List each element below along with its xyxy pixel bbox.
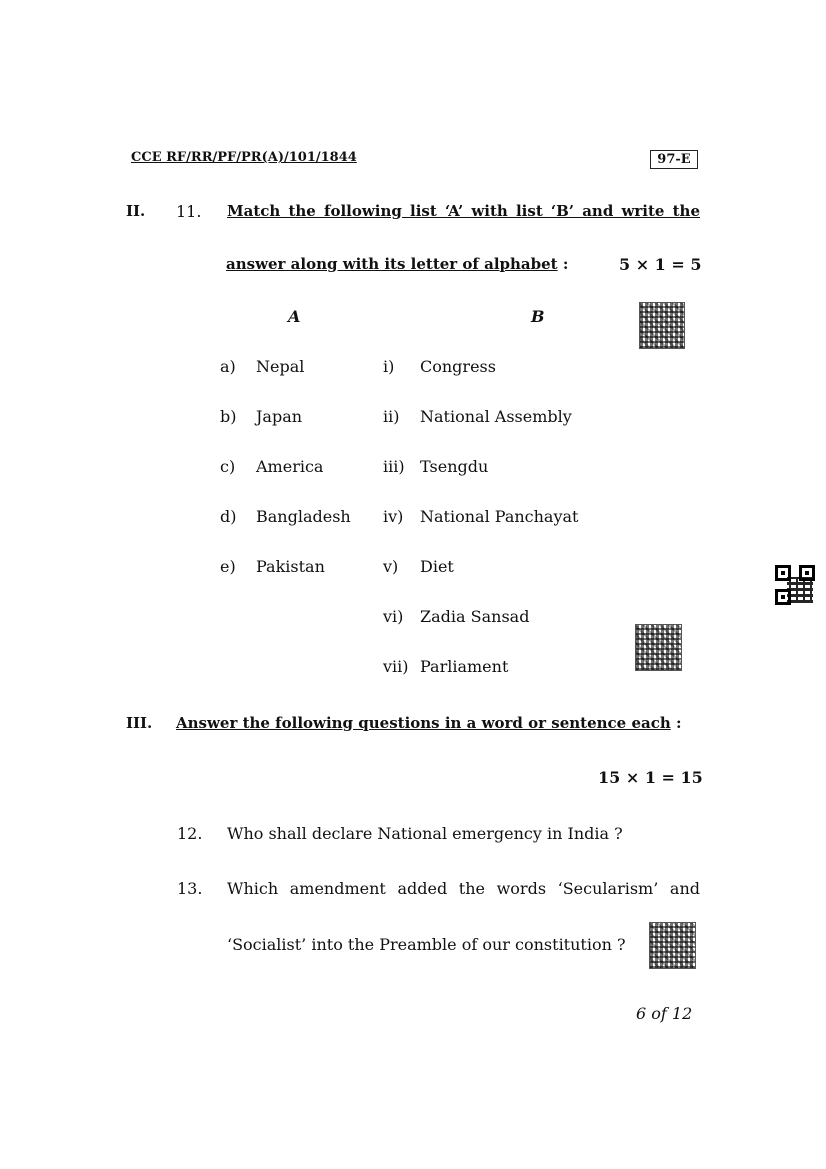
list-b-item: Tsengdu (420, 457, 489, 476)
list-b-item: Diet (420, 557, 454, 576)
section3-instruction-wrap (176, 714, 682, 732)
list-b-numeral: ii) (383, 407, 400, 426)
list-b-item: National Assembly (420, 407, 572, 426)
qr-code-side (775, 565, 815, 605)
list-a-item: America (256, 457, 324, 476)
section3-marks: 15 × 1 = 15 (598, 768, 703, 787)
list-a-letter: d) (220, 507, 237, 526)
list-b-item: Parliament (420, 657, 509, 676)
list-a-item: Bangladesh (256, 507, 351, 526)
list-a-letter: a) (220, 357, 236, 376)
question-13-line1: Which amendment added the words ‘Secularism’ and (227, 879, 700, 898)
question-number-13: 13. (177, 879, 203, 898)
list-a-item: Pakistan (256, 557, 325, 576)
page-number: 6 of 12 (636, 1004, 693, 1023)
q11-marks: 5 × 1 = 5 (619, 255, 702, 274)
column-a-heading: A (288, 307, 301, 326)
question-number-11: 11. (176, 202, 202, 221)
list-b-numeral: vi) (383, 607, 404, 626)
paper-code-box: 97-E (650, 150, 698, 169)
list-b-numeral: iv) (383, 507, 404, 526)
list-b-numeral: v) (383, 557, 399, 576)
paper-code-header: CCE RF/RR/PF/PR(A)/101/1844 (131, 150, 357, 165)
list-a-item: Nepal (256, 357, 305, 376)
q11-instruction-line1: Match the following list ‘A’ with list ‘B’ and write the (227, 202, 700, 220)
section-roman-ii: II. (126, 202, 146, 220)
q11-instruction-line2-wrap (226, 255, 568, 273)
list-a-letter: b) (220, 407, 237, 426)
section3-colon: : (675, 714, 682, 732)
q11-instruction-line2: answer along with its letter of alphabet (226, 255, 558, 273)
section3-instruction: Answer the following questions in a word or sentence each (176, 714, 671, 732)
list-b-numeral: vii) (383, 657, 409, 676)
question-number-12: 12. (177, 824, 203, 843)
list-a-letter: e) (220, 557, 236, 576)
question-13-line2: ‘Socialist’ into the Preamble of our constitution ? (227, 935, 626, 954)
section-roman-iii: III. (126, 714, 153, 732)
list-b-item: National Panchayat (420, 507, 579, 526)
list-b-numeral: i) (383, 357, 395, 376)
list-a-item: Japan (256, 407, 303, 426)
list-a-letter: c) (220, 457, 236, 476)
qr-code-image (639, 302, 685, 349)
qr-code-image (649, 922, 696, 969)
list-b-item: Congress (420, 357, 496, 376)
list-b-item: Zadia Sansad (420, 607, 530, 626)
column-b-heading: B (531, 307, 545, 326)
question-12-text: Who shall declare National emergency in India ? (227, 824, 623, 843)
q11-colon: : (562, 255, 569, 273)
qr-modules (787, 577, 813, 603)
qr-code-image (635, 624, 682, 671)
list-b-numeral: iii) (383, 457, 405, 476)
